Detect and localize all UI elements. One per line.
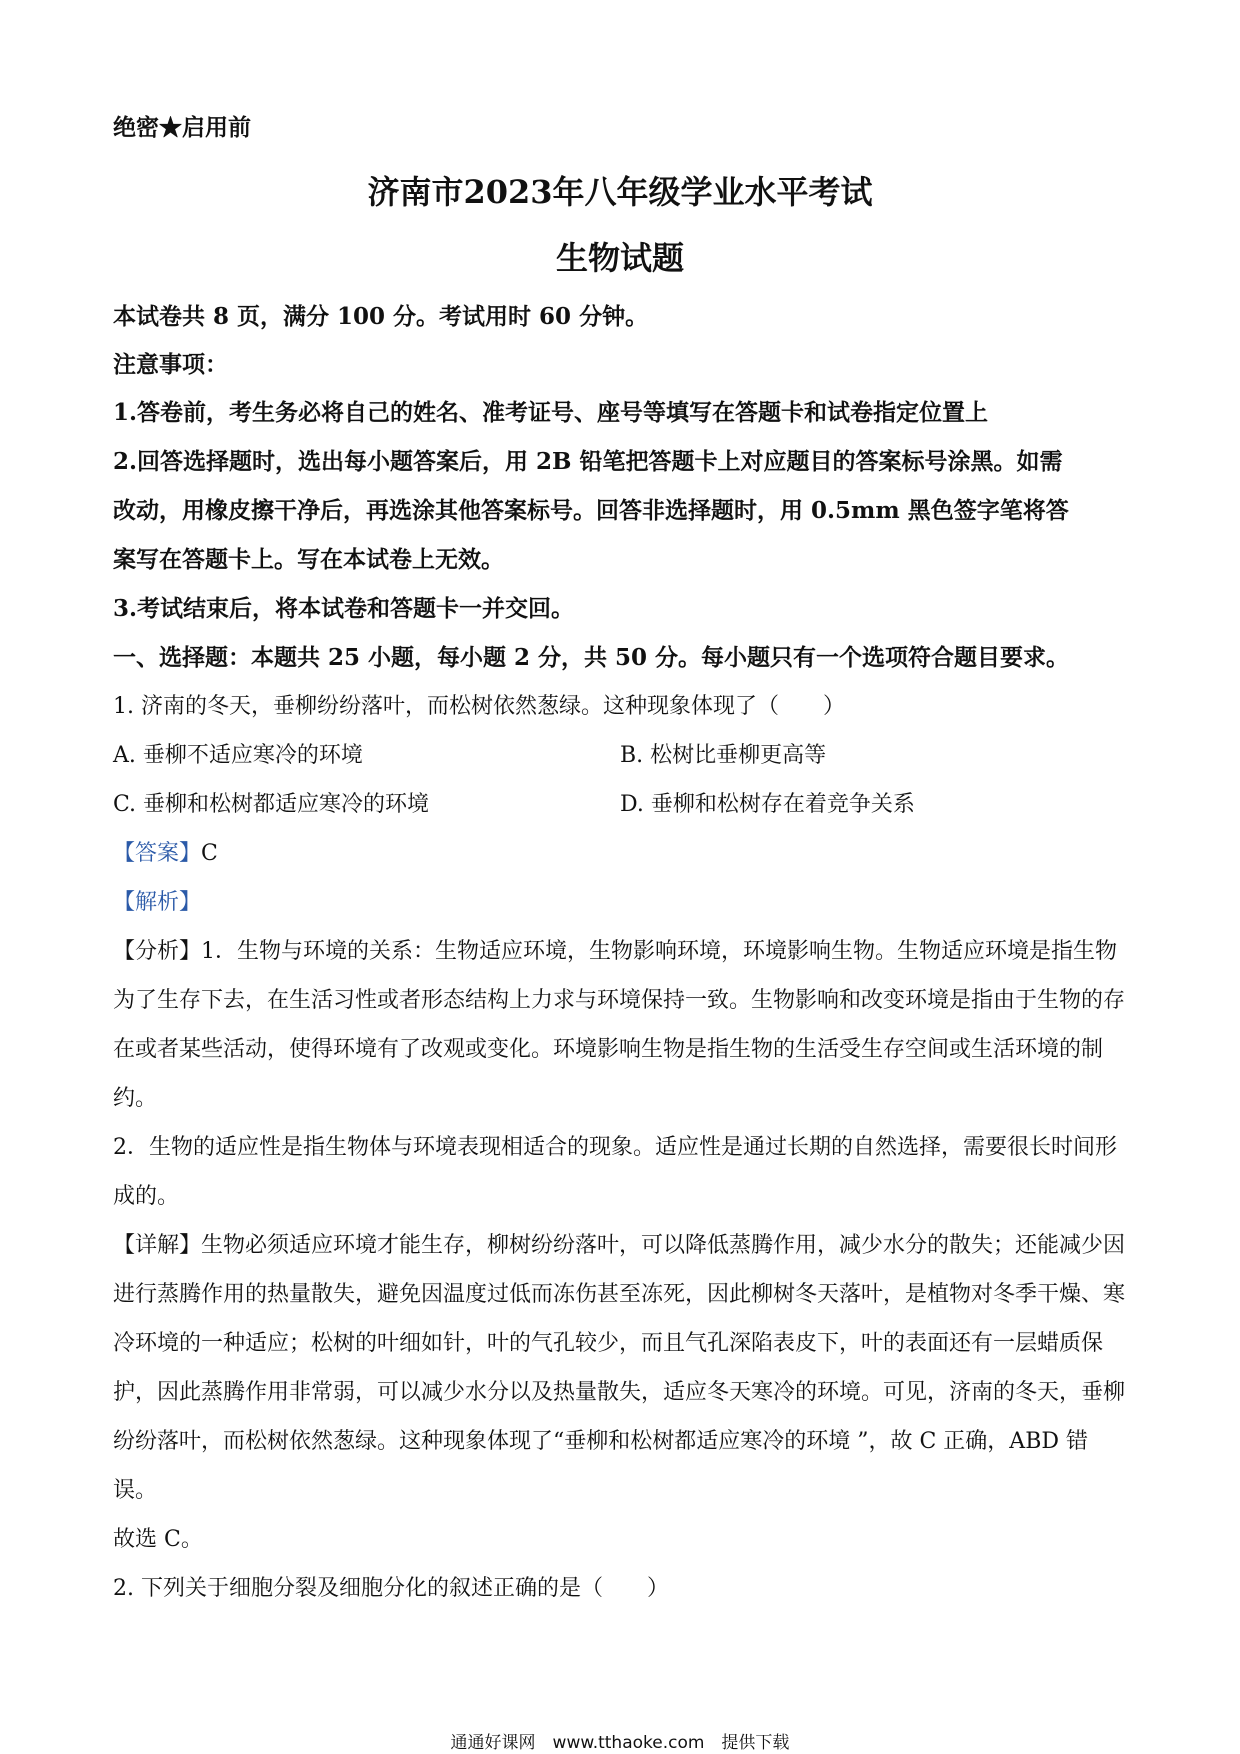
answer-line [113, 839, 218, 869]
detail-line-6: 误。 [113, 1478, 158, 1503]
notice-item-2-line-1: 2.回答选择题时，选出每小题答案后，用 2B 铅笔把答题卡上对应题目的答案标号涂黑。如需 [113, 448, 1063, 475]
question-2-stem: 2. 下列关于细胞分裂及细胞分化的叙述正确的是（ ） [113, 1576, 669, 1601]
exam-title: 济南市2023年八年级学业水平考试 [367, 173, 873, 211]
analysis-line-2: 为了生存下去，在生活习性或者形态结构上力求与环境保持一致。生物影响和改变环境是指由于生物的存 [113, 988, 1126, 1013]
analysis-tag: 【解析】 [113, 890, 202, 915]
detail-line-3: 冷环境的一种适应；松树的叶细如针，叶的气孔较少，而且气孔深陷表皮下，叶的表面还有一层蜡质保 [113, 1331, 1104, 1356]
question-1-option-d: D. 垂柳和松树存在着竞争关系 [620, 792, 915, 817]
analysis-line-1: 【分析】1．生物与环境的关系：生物适应环境，生物影响环境，环境影响生物。生物适应环境是指生物 [113, 939, 1118, 964]
notice-item-1: 1.答卷前，考生务必将自己的姓名、准考证号、座号等填写在答题卡和试卷指定位置上 [113, 399, 989, 426]
answer-value: C [201, 841, 218, 866]
notice-heading: 注意事项： [113, 351, 228, 378]
secret-label: 绝密★启用前 [113, 114, 251, 141]
footer-download-credit: 通通好课网 www.tthaoke.com 提供下载 [450, 1733, 790, 1753]
notice-item-3: 3.考试结束后，将本试卷和答题卡一并交回。 [113, 595, 575, 622]
analysis-line-5: 2．生物的适应性是指生物体与环境表现相适合的现象。适应性是通过长期的自然选择，需要很长时间形 [113, 1135, 1118, 1160]
analysis-line-3: 在或者某些活动，使得环境有了改观或变化。环境影响生物是指生物的生活受生存空间或生活环境的制 [113, 1037, 1104, 1062]
conclusion-line: 故选 C。 [113, 1527, 203, 1552]
question-1-option-a: A. 垂柳不适应寒冷的环境 [113, 743, 363, 768]
exam-subtitle: 生物试题 [555, 239, 684, 277]
analysis-line-4: 约。 [113, 1086, 158, 1111]
analysis-line-6: 成的。 [113, 1184, 180, 1209]
detail-line-4: 护，因此蒸腾作用非常弱，可以减少水分以及热量散失，适应冬天寒冷的环境。可见，济南的冬天，垂柳 [113, 1380, 1126, 1405]
notice-item-2-line-2: 改动，用橡皮擦干净后，再选涂其他答案标号。回答非选择题时，用 0.5mm 黑色签字笔将答 [113, 497, 1069, 524]
answer-tag: 【答案】 [113, 841, 202, 866]
section-heading: 一、选择题：本题共 25 小题，每小题 2 分，共 50 分。每小题只有一个选项符合题目要求。 [113, 644, 1070, 671]
question-1-option-b: B. 松树比垂柳更高等 [620, 743, 827, 768]
detail-line-1: 【详解】生物必须适应环境才能生存，柳树纷纷落叶，可以降低蒸腾作用，减少水分的散失；还能减少因 [113, 1233, 1126, 1258]
detail-line-2: 进行蒸腾作用的热量散失，避免因温度过低而冻伤甚至冻死，因此柳树冬天落叶，是植物对冬季干燥、寒 [113, 1282, 1126, 1307]
question-1-stem: 1. 济南的冬天，垂柳纷纷落叶，而松树依然葱绿。这种现象体现了（ ） [113, 694, 845, 719]
exam-intro: 本试卷共 8 页，满分 100 分。考试用时 60 分钟。 [113, 303, 649, 330]
question-1-option-c: C. 垂柳和松树都适应寒冷的环境 [113, 792, 430, 817]
notice-item-2-line-3: 案写在答题卡上。写在本试卷上无效。 [113, 546, 504, 573]
detail-line-5: 纷纷落叶，而松树依然葱绿。这种现象体现了“垂柳和松树都适应寒冷的环境 ”，故 C 正确，ABD 错 [113, 1429, 1088, 1454]
